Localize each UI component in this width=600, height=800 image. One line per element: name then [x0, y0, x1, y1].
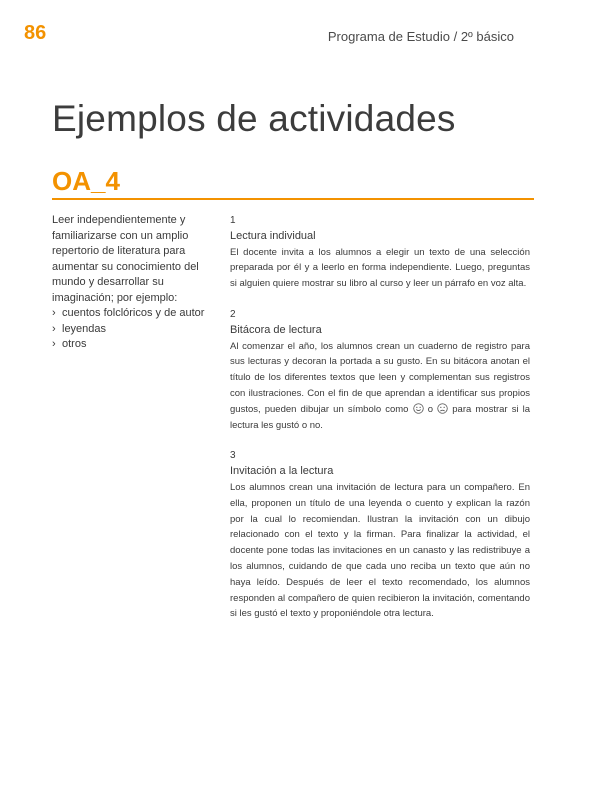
- activity-title: Lectura individual: [230, 229, 316, 242]
- objective-item: › cuentos folclóricos y de autor: [52, 306, 210, 322]
- activity-1: [230, 213, 530, 292]
- activities-column: [230, 213, 530, 637]
- section-divider: [52, 198, 534, 200]
- objective-item: › leyendas: [52, 322, 210, 338]
- activity-number: 1: [230, 215, 236, 226]
- running-header: Programa de Estudio / 2º básico: [327, 29, 514, 44]
- activity-number: 2: [230, 308, 236, 320]
- activity-body: El docente invita a los alumnos a elegir un texto de una selección preparada por él y a leerlo en forma independiente. Luego, preguntas si alguien quiere mostrar su libro al curso y leer un párrafo en voz alta.: [230, 246, 530, 290]
- happy-face-icon: [413, 403, 424, 414]
- activity-3: [230, 448, 530, 622]
- oa-code: OA_4: [52, 166, 120, 196]
- objective-item: › otros: [52, 337, 210, 353]
- page-title: Ejemplos de actividades: [52, 98, 456, 139]
- activity-body-text: para mostrar si la lectura les gustó o no.: [230, 403, 531, 431]
- activity-body-text: Al comenzar el año, los alumnos crean un cuaderno de registro para sus lecturas y decoran la portada a su gusto. En su bitácora anotan el título de los diferentes textos que leen y complementan sus registros con ilustraciones. Con el fin de que aprendan a identificar sus propios gustos, pueden dibujar un símbolo como: [230, 340, 530, 415]
- activity-2: [230, 307, 530, 433]
- activity-title: Invitación a la lectura: [230, 465, 334, 478]
- activity-body: [230, 339, 530, 434]
- activity-body-connector: o: [427, 403, 434, 415]
- activity-title: Bitácora de lectura: [230, 323, 322, 336]
- sad-face-icon: [437, 403, 448, 414]
- learning-objective: [52, 213, 210, 353]
- objective-list: [52, 306, 210, 353]
- activity-body: Los alumnos crean una invitación de lectura para un compañero. En ella, proponen un título de una leyenda o cuento y explican la razón por la cual lo recomiendan. Ilustran la invitación con un dibujo relacionado con el texto y la firman. Para finalizar la actividad, el docente pone todas las invitaciones en un canasto y las redistribuye a los alumnos, cuidando de que cada uno reciba un texto que aún no haya leído. Después de leer el texto recomendado, los alumnos responden al compañero de quien recibieron la invitación, comentando si les gustó el texto y proponiéndole otra lectura.: [230, 481, 530, 620]
- page-number: 86: [24, 22, 47, 44]
- activity-number: 3: [230, 450, 236, 462]
- objective-intro: Leer independientemente y familiarizarse con un amplio repertorio de literatura para aumentar su conocimiento del mundo y desarrollar su imaginación; por ejemplo:: [52, 214, 199, 304]
